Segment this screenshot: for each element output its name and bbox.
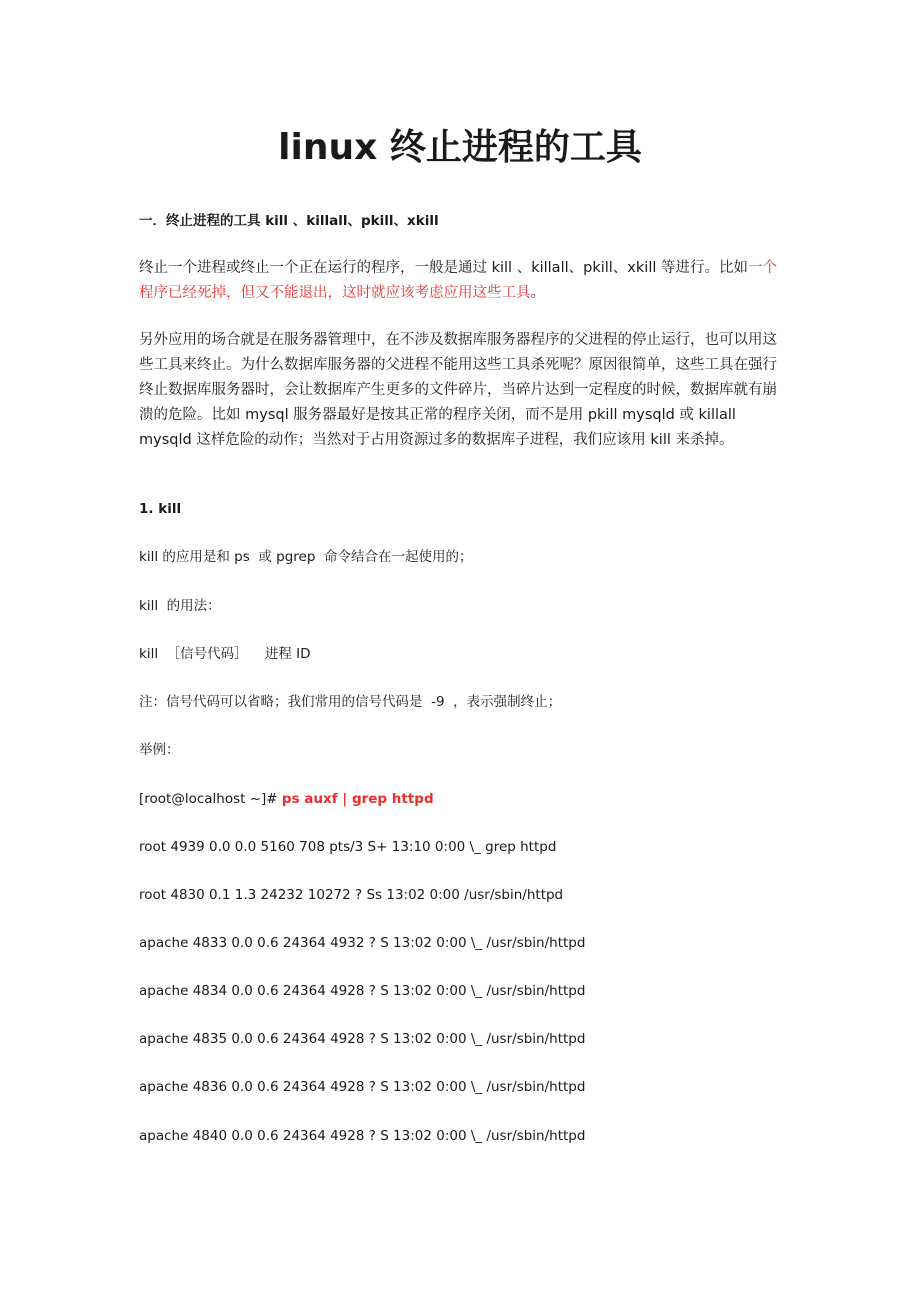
output-line: apache 4833 0.0 0.6 24364 4932 ? S 13:02 0:00 \_ /usr/sbin/httpd [139, 935, 586, 951]
page-title: linux 终止进程的工具 [278, 127, 642, 168]
intro-highlight-text: 一个程序已经死掉，但又不能退出，这时就应该考虑应用这些工具 [139, 260, 777, 301]
shell-command-line [139, 788, 434, 810]
intro-paragraph [139, 256, 789, 306]
shell-prompt: [root@localhost ~]# [139, 791, 282, 807]
kill-syntax: kill ［信号代码］ 进程 ID [139, 646, 311, 662]
kill-syntax-label: kill 的用法： [139, 598, 221, 614]
output-line: root 4939 0.0 0.0 5160 708 pts/3 S+ 13:10 0:00 \_ grep httpd [139, 839, 557, 855]
section-heading-kill: 1. kill [139, 501, 182, 517]
output-line: root 4830 0.1 1.3 24232 10272 ? Ss 13:02 0:00 /usr/sbin/httpd [139, 887, 564, 903]
kill-usage-note: kill 的应用是和 ps 或 pgrep 命令结合在一起使用的； [139, 549, 473, 565]
shell-command: ps auxf | grep httpd [281, 791, 434, 807]
intro-text-end: 。 [530, 285, 545, 301]
output-line: apache 4834 0.0 0.6 24364 4928 ? S 13:02 0:00 \_ /usr/sbin/httpd [139, 983, 586, 999]
intro-text: 终止一个进程或终止一个正在运行的程序，一般是通过 kill 、killall、pkill、xkill 等进行。比如 [139, 260, 748, 276]
signal-code-note: 注：信号代码可以省略；我们常用的信号代码是 -9 ，表示强制终止； [139, 694, 562, 710]
output-line: apache 4840 0.0 0.6 24364 4928 ? S 13:02 0:00 \_ /usr/sbin/httpd [139, 1128, 586, 1144]
usage-paragraph: 另外应用的场合就是在服务器管理中，在不涉及数据库服务器程序的父进程的停止运行，也可以用这些工具来终止。为什么数据库服务器的父进程不能用这些工具杀死呢？原因很简单，这些工具在强行终止数据库服务器时，会让数据库产生更多的文件碎片，当碎片达到一定程度的时候，数据库就有崩溃的危险。比如 mysql 服务器最好是按其正常的程序关闭，而不是用 pkill mysqld 或 killall mysqld 这样危险的动作；当然对于占用资源过多的数据库子进程，我们应该用 kill 来杀掉。 [139, 332, 777, 448]
output-line: apache 4835 0.0 0.6 24364 4928 ? S 13:02 0:00 \_ /usr/sbin/httpd [139, 1031, 586, 1047]
section-heading-tools: 一．终止进程的工具 kill 、killall、pkill、xkill [139, 213, 439, 229]
output-line: apache 4836 0.0 0.6 24364 4928 ? S 13:02 0:00 \_ /usr/sbin/httpd [139, 1079, 586, 1095]
example-label: 举例： [139, 742, 180, 758]
